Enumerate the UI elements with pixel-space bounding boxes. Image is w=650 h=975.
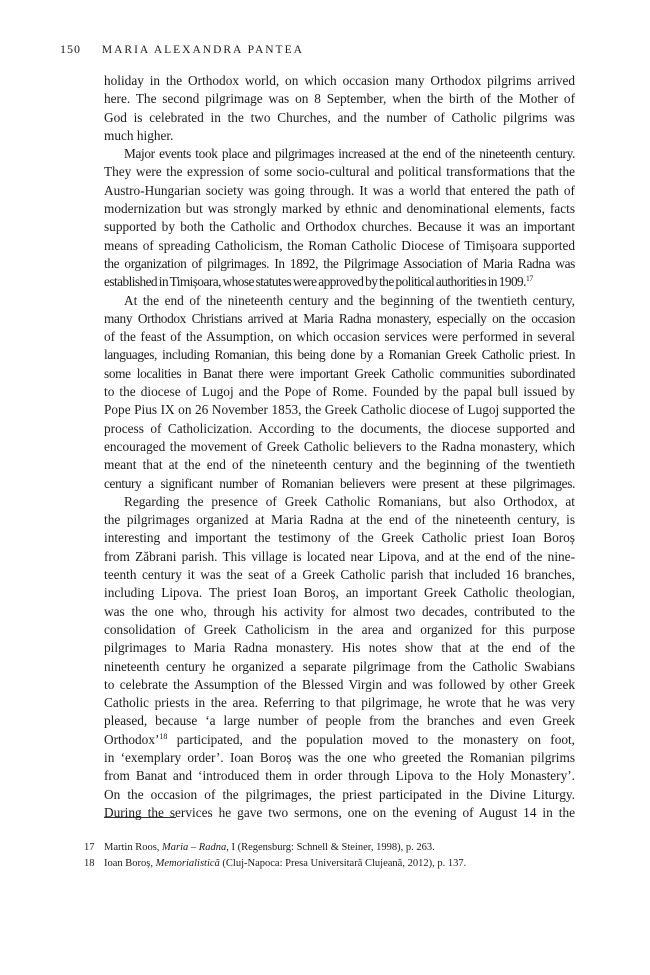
text-fragment: Orthodox’ <box>104 731 160 747</box>
footnote <box>84 856 584 872</box>
text-line <box>104 731 575 749</box>
text-line: to the diocese of Lugoj and the Pope of Rome. Founded by the papal bull issued by <box>104 384 575 400</box>
text-line: some localities in Banat there were important Greek Catholic communities subordinated <box>104 365 575 381</box>
text-line: nineteenth century he organized a separate pilgrimage from the Catholic Swabians <box>104 658 575 674</box>
text-line: process of Catholicization. According to the documents, the diocese supported and <box>104 420 575 436</box>
text-line: Major events took place and pilgrimages increased at the end of the nineteenth century. <box>124 146 575 162</box>
footnote-details: , I (Regensburg: Schnell & Steiner, 1998), p. 263. <box>226 842 435 853</box>
footnote-author: Martin Roos, <box>104 842 163 853</box>
text-line: consolidation of Greek Catholicism in the area and organized for this purpose <box>104 621 575 637</box>
footnote-author: Ioan Boroș, <box>104 857 156 869</box>
footnote-separator <box>104 817 176 818</box>
footnote-text <box>104 856 466 872</box>
text-line: many Orthodox Christians arrived at Maria Radna monastery, especially on the occasion <box>104 310 575 326</box>
footnote-title: Memorialistică <box>155 857 220 869</box>
footnote <box>84 840 584 856</box>
text-line: On the occasion of the pilgrimages, the priest participated in the Divine Liturgy. <box>104 786 575 802</box>
page-number: 150 <box>60 42 81 56</box>
text-line: modernization but was strongly marked by ethnic and denominational elements, facts <box>104 201 575 217</box>
text-line: Regarding the presence of Greek Catholic Romanians, but also Orthodox, at <box>124 493 575 509</box>
text-line: Pope Pius IX on 26 November 1853, the Greek Catholic diocese of Lugoj supported the <box>104 402 575 418</box>
text-line: in ‘exemplary order’. Ioan Boroș was the one who greeted the Romanian pilgrims <box>104 749 575 765</box>
text-line: languages, including Romanian, this being done by a Romanian Greek Catholic priest. In <box>104 347 575 363</box>
text-fragment: participated, and the population moved to the monastery on foot, <box>176 731 576 747</box>
text-line: meant that at the end of the nineteenth century and the beginning of the twentieth <box>104 457 575 473</box>
text-line: At the end of the nineteenth century and the beginning of the twentieth century, <box>124 292 575 308</box>
text-line: Catholic priests in the area. Referring to that pilgrimage, he wrote that he was very <box>104 695 575 711</box>
text-line: was the one who, through his activity for almost two decades, contributed to the <box>104 603 575 619</box>
running-head <box>60 42 304 57</box>
footnotes <box>84 840 584 871</box>
text-line: teenth century it was the seat of a Greek Catholic parish that included 16 branches, <box>104 567 575 583</box>
footnote-number: 17 <box>84 842 95 853</box>
text-line: pilgrimages to Maria Radna monastery. His notes show that at the end of the <box>104 640 575 656</box>
text-line: interesting and important the testimony of the Greek Catholic priest Ioan Boroș <box>104 530 575 546</box>
text-line: holiday in the Orthodox world, on which occasion many Orthodox pilgrims arrived <box>104 73 575 88</box>
text-line: century a significant number of Romanian believers were present at these pilgrimages. <box>104 475 575 491</box>
text-line: from Banat and ‘introduced them in order through Lipova to the Holy Monastery’. <box>104 768 575 784</box>
body-text <box>104 72 575 822</box>
text-line: Austro-Hungarian society was going through. It was a world that entered the path of <box>104 182 575 198</box>
text-line: the pilgrimages organized at Maria Radna at the end of the nineteenth century, is <box>104 512 575 528</box>
text-line: much higher. <box>104 127 174 143</box>
text-line: of the feast of the Assumption, on which occasion services were performed in several <box>104 329 575 345</box>
text-line: During the services he gave two sermons, one on the evening of August 14 in the <box>104 804 575 820</box>
text-line: including Lipova. The priest Ioan Boroș, an important Greek Catholic theologian, <box>104 585 575 601</box>
footnote-ref: 17 <box>525 274 533 284</box>
footnote-text <box>104 840 435 856</box>
text-line: pleased, because ‘a large number of people from the branches and even Greek <box>104 713 575 729</box>
text-line: here. The second pilgrimage was on 8 September, when the birth of the Mother of <box>104 91 575 107</box>
footnote-ref: 18 <box>159 731 168 741</box>
text-line: supported by both the Catholic and Orthodox churches. Because it was an important <box>104 219 575 235</box>
text-line: encouraged the movement of Greek Catholic believers to the Radna monastery, which <box>104 438 575 454</box>
text-line: the organization of pilgrimages. In 1892, the Pilgrimage Association of Maria Radna was <box>104 255 575 271</box>
text-line: God is celebrated in the two Churches, and the number of Catholic pilgrims was <box>104 109 575 125</box>
text-line: to celebrate the Assumption of the Blessed Virgin and was followed by other Greek <box>104 676 575 692</box>
text-line: They were the expression of some socio-cultural and political transformations that the <box>104 164 575 180</box>
text-line: from Zăbrani parish. This village is located near Lipova, and at the end of the nine- <box>104 548 575 564</box>
running-head-author: MARIA ALEXANDRA PANTEA <box>101 44 304 56</box>
footnote-number: 18 <box>84 857 95 869</box>
footnote-title: Maria – Radna <box>162 842 227 853</box>
text-line <box>104 273 575 291</box>
text-fragment: established in Timișoara, whose statutes were approved by the political authorities in 1909. <box>104 274 526 290</box>
footnote-details: (Cluj-Napoca: Presa Universitară Clujeană, 2012), p. 137. <box>219 857 467 869</box>
text-line: means of spreading Catholicism, the Roman Catholic Diocese of Timișoara supported <box>104 237 575 253</box>
